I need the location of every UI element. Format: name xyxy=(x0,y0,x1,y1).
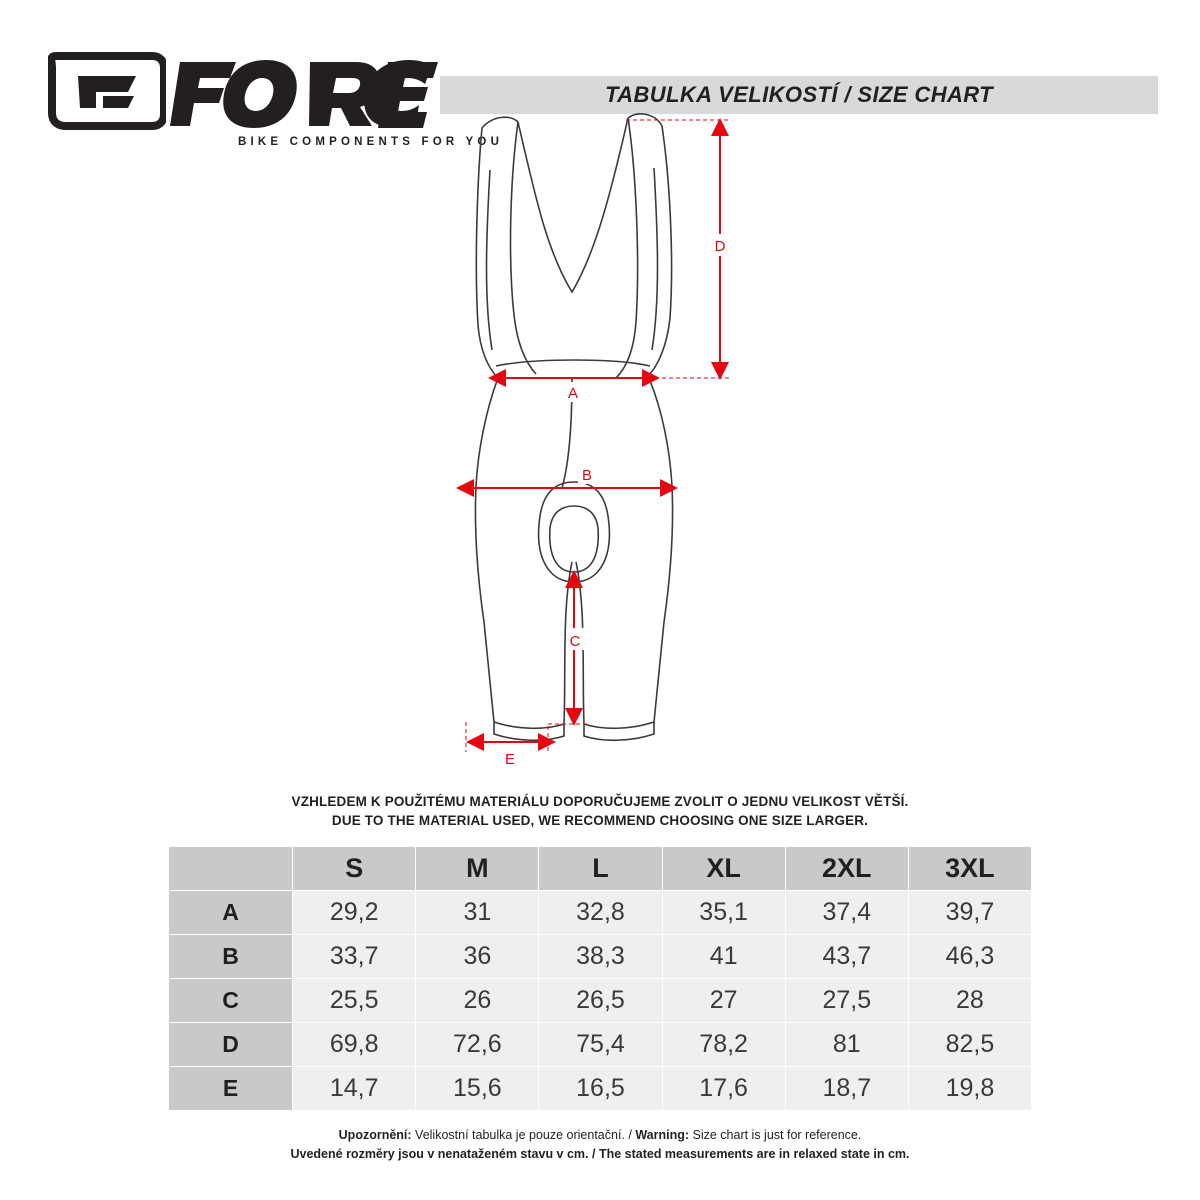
cell-d-xl: 78,2 xyxy=(662,1023,785,1067)
dim-label-c: C xyxy=(569,633,581,650)
cell-b-l: 38,3 xyxy=(539,935,662,979)
cell-d-s: 69,8 xyxy=(293,1023,416,1067)
table-row xyxy=(169,1067,1032,1111)
footer-warning-text-cs: Velikostní tabulka je pouze orientační. / xyxy=(411,1128,636,1142)
table-row xyxy=(169,1023,1032,1067)
row-header-d: D xyxy=(169,1023,293,1067)
cell-c-m: 26 xyxy=(416,979,539,1023)
cell-e-3xl: 19,8 xyxy=(908,1067,1031,1111)
force-logo-mark xyxy=(48,52,166,130)
cell-a-s: 29,2 xyxy=(293,891,416,935)
bib-shorts-diagram xyxy=(430,110,790,790)
cell-b-xl: 41 xyxy=(662,935,785,979)
footer-warning-label-cs: Upozornění: xyxy=(338,1128,412,1142)
footer-warning-label-en: Warning: xyxy=(635,1128,690,1142)
footer-line-1 xyxy=(0,1126,1200,1145)
cell-e-m: 15,6 xyxy=(416,1067,539,1111)
cell-c-l: 26,5 xyxy=(539,979,662,1023)
cell-d-m: 72,6 xyxy=(416,1023,539,1067)
footer-line-2: Uvedené rozměry jsou v nenataženém stavu v cm. / The stated measurements are in relaxed state in cm. xyxy=(290,1147,910,1161)
recommendation-text xyxy=(0,792,1200,830)
table-row xyxy=(169,935,1032,979)
footer-warning-text-en: Size chart is just for reference. xyxy=(689,1128,862,1142)
cell-d-2xl: 81 xyxy=(785,1023,908,1067)
cell-e-xl: 17,6 xyxy=(662,1067,785,1111)
cell-b-s: 33,7 xyxy=(293,935,416,979)
dim-label-b: B xyxy=(581,467,593,484)
cell-c-3xl: 28 xyxy=(908,979,1031,1023)
cell-a-2xl: 37,4 xyxy=(785,891,908,935)
cell-e-l: 16,5 xyxy=(539,1067,662,1111)
dim-label-d: D xyxy=(714,238,726,255)
cell-d-l: 75,4 xyxy=(539,1023,662,1067)
table-corner-cell xyxy=(169,847,293,891)
table-row xyxy=(169,979,1032,1023)
cell-a-l: 32,8 xyxy=(539,891,662,935)
row-header-e: E xyxy=(169,1067,293,1111)
page-title: TABULKA VELIKOSTÍ / SIZE CHART xyxy=(604,82,994,107)
cell-a-m: 31 xyxy=(416,891,539,935)
cell-c-s: 25,5 xyxy=(293,979,416,1023)
cell-e-2xl: 18,7 xyxy=(785,1067,908,1111)
cell-c-xl: 27 xyxy=(662,979,785,1023)
cell-c-2xl: 27,5 xyxy=(785,979,908,1023)
cell-e-s: 14,7 xyxy=(293,1067,416,1111)
cell-a-xl: 35,1 xyxy=(662,891,785,935)
recommendation-line-cs: VZHLEDEM K POUŽITÉMU MATERIÁLU DOPORUČUJEME ZVOLIT O JEDNU VELIKOST VĚTŠÍ. xyxy=(291,794,909,809)
recommendation-line-en: DUE TO THE MATERIAL USED, WE RECOMMEND CHOOSING ONE SIZE LARGER. xyxy=(331,813,869,828)
cell-d-3xl: 82,5 xyxy=(908,1023,1031,1067)
column-header-l: L xyxy=(539,847,662,891)
column-header-2xl: 2XL xyxy=(785,847,908,891)
row-header-b: B xyxy=(169,935,293,979)
cell-b-2xl: 43,7 xyxy=(785,935,908,979)
cell-a-3xl: 39,7 xyxy=(908,891,1031,935)
column-header-xl: XL xyxy=(662,847,785,891)
column-header-m: M xyxy=(416,847,539,891)
footer-notes xyxy=(0,1126,1200,1164)
row-header-c: C xyxy=(169,979,293,1023)
table-row xyxy=(169,891,1032,935)
column-header-s: S xyxy=(293,847,416,891)
dim-label-a: A xyxy=(567,385,579,402)
force-tagline: BIKE COMPONENTS FOR YOU xyxy=(238,136,504,148)
table-header-row xyxy=(169,847,1032,891)
size-chart-table xyxy=(168,846,1032,1111)
force-logo xyxy=(48,52,504,162)
row-header-a: A xyxy=(169,891,293,935)
cell-b-m: 36 xyxy=(416,935,539,979)
column-header-3xl: 3XL xyxy=(908,847,1031,891)
cell-b-3xl: 46,3 xyxy=(908,935,1031,979)
dimension-markers xyxy=(458,120,730,768)
dim-label-e: E xyxy=(504,751,516,768)
